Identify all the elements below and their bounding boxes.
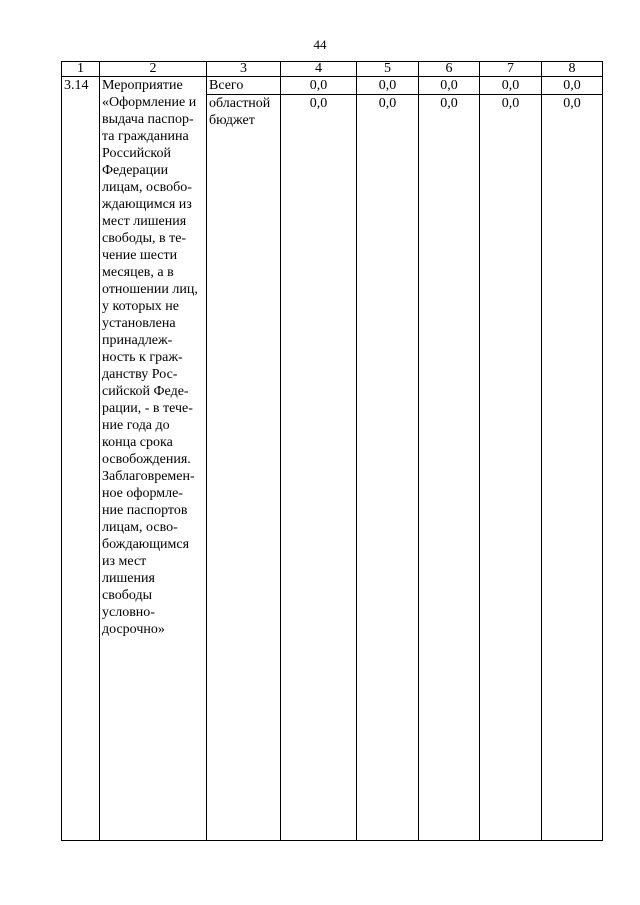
value-cell: 0,0 — [542, 95, 603, 841]
funding-source — [207, 95, 281, 841]
header-cell: 3 — [207, 62, 281, 77]
event-line: ние года до — [102, 418, 170, 433]
event-line: рации, - в тече- — [102, 401, 193, 416]
value-cell: 0,0 — [542, 77, 603, 95]
source-line: Всего — [209, 78, 244, 93]
event-line: из мест — [102, 554, 147, 569]
event-line: досрочно» — [102, 622, 165, 637]
value-cell: 0,0 — [281, 95, 357, 841]
budget-table — [61, 61, 603, 841]
event-line: Мероприятие — [102, 78, 183, 93]
value-cell: 0,0 — [419, 77, 480, 95]
event-line: свободы, в те- — [102, 231, 187, 246]
event-line: установлена — [102, 316, 176, 331]
source-line: областной — [209, 96, 271, 111]
value-cell: 0,0 — [480, 77, 542, 95]
event-line: сийской Феде- — [102, 384, 189, 399]
funding-source — [207, 77, 281, 95]
event-line: отношении лиц, — [102, 282, 198, 297]
header-row — [62, 62, 603, 77]
event-line: Российской — [102, 146, 171, 161]
event-line: у которых не — [102, 299, 179, 314]
event-line: данству Рос- — [102, 367, 178, 382]
event-line: бождающимся — [102, 537, 190, 552]
row-number: 3.14 — [62, 77, 100, 841]
event-line: «Оформление и — [102, 95, 197, 110]
event-line: чение шести — [102, 248, 178, 263]
event-line: лишения — [102, 571, 155, 586]
event-line: ждающимся из — [102, 197, 192, 212]
value-cell: 0,0 — [357, 77, 419, 95]
header-cell: 7 — [480, 62, 542, 77]
event-description — [100, 77, 207, 841]
header-cell: 6 — [419, 62, 480, 77]
header-cell: 5 — [357, 62, 419, 77]
event-line: ное оформле- — [102, 486, 183, 501]
header-cell: 2 — [100, 62, 207, 77]
value-cell: 0,0 — [357, 95, 419, 841]
event-line: ние паспортов — [102, 503, 188, 518]
value-cell: 0,0 — [419, 95, 480, 841]
header-cell: 1 — [62, 62, 100, 77]
event-line: та гражданина — [102, 129, 189, 144]
table-row — [62, 77, 603, 95]
source-line: бюджет — [209, 113, 255, 128]
page-number: 44 — [313, 37, 327, 52]
event-line: Федерации — [102, 163, 169, 178]
header-cell: 4 — [281, 62, 357, 77]
event-line: условно- — [102, 605, 155, 620]
value-cell: 0,0 — [480, 95, 542, 841]
event-line: принадлеж- — [102, 333, 173, 348]
event-line: освобождения. — [102, 452, 191, 467]
event-line: конца срока — [102, 435, 173, 450]
header-cell: 8 — [542, 62, 603, 77]
event-line: выдача паспор- — [102, 112, 194, 127]
event-line: Заблаговремен- — [102, 469, 195, 484]
event-line: лицам, освобо- — [102, 180, 192, 195]
event-line: ность к граж- — [102, 350, 183, 365]
value-cell: 0,0 — [281, 77, 357, 95]
event-line: свободы — [102, 588, 152, 603]
event-line: лицам, осво- — [102, 520, 178, 535]
event-line: мест лишения — [102, 214, 187, 229]
event-line: месяцев, а в — [102, 265, 174, 280]
